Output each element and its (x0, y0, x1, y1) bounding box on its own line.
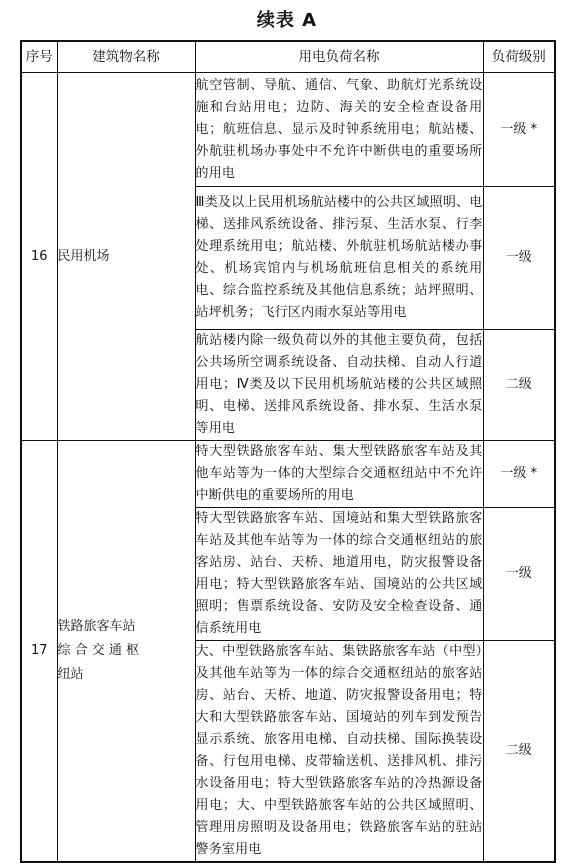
load-description: 航站楼内除一级负荷以外的其他主要负荷，包括公共场所空调系统设备、自动扶梯、自动人行道用电；Ⅳ类及以下民用机场航站楼的公共区域照明、电梯、送排风系统设备、排水泵、生活水泵等用电 (195, 330, 483, 441)
header-no: 序号 (21, 41, 57, 73)
load-description: Ⅲ类及以上民用机场航站楼中的公共区域照明、电梯、送排风系统设备、排污泵、生活水泵、行李处理系统用电；航站楼、外航驻机场航站楼办事处、机场宾馆内与机场航班信息相关的系统用电、综合监控系统及其他信息系统；站坪照明、站坪机务；飞行区内雨水泵站等用电 (195, 187, 483, 330)
load-grade-table (20, 40, 556, 863)
load-description: 大、中型铁路旅客车站、集铁路旅客车站（中型）及其他车站等为一体的综合交通枢纽站的旅客站房、站台、天桥、地道、防灾报警设备用电；特大和大型铁路旅客车站、国境站的列车到发预告显示系统、旅客用电梯、自动扶梯、国际换装设备、行包用电梯、皮带输送机、送排风机、排污水设备用电；特大型铁路旅客车站的冷热源设备用电；大、中型铁路旅客车站的公共区域照明、管理用房照明及设备用电；铁路旅客车站的驻站警务室用电 (195, 641, 483, 863)
load-description: 特大型铁路旅客车站、国境站和集大型铁路旅客车站及其他车站等为一体的综合交通枢纽站的旅客站房、站台、天桥、地道用电，防灾报警设备用电；特大型铁路旅客车站、国境站的公共区域照明；售票系统设备、安防及安全检查设备、通信系统用电 (195, 508, 483, 641)
load-grade: 一级 * (483, 73, 555, 187)
load-grade: 一级 * (483, 441, 555, 508)
building-name-line: 纽站 (57, 667, 84, 682)
header-building: 建筑物名称 (57, 41, 195, 73)
header-load: 用电负荷名称 (195, 41, 483, 73)
header-grade: 负荷级别 (483, 41, 555, 73)
row-number: 16 (21, 73, 57, 441)
building-name (57, 441, 195, 863)
load-grade: 二级 (483, 330, 555, 441)
table-title: 续表 A (256, 10, 318, 31)
building-name-line: 铁路旅客车站 (57, 619, 136, 634)
load-grade: 一级 (483, 508, 555, 641)
load-grade: 二级 (483, 641, 555, 863)
table-row (21, 73, 555, 187)
table-row (21, 441, 555, 508)
load-grade: 一级 (483, 187, 555, 330)
load-description: 特大型铁路旅客车站、集大型铁路旅客车站及其他车站等为一体的大型综合交通枢纽站中不允许中断供电的重要场所的用电 (195, 441, 483, 508)
table-header-row (21, 41, 555, 73)
row-number: 17 (21, 441, 57, 863)
building-name-line: 民用机场 (57, 248, 110, 264)
building-name (57, 73, 195, 441)
load-description: 航空管制、导航、通信、气象、助航灯光系统设施和台站用电；边防、海关的安全检查设备用电；航班信息、显示及时钟系统用电；航站楼、外航驻机场办事处中不允许中断供电的重要场所的用电 (195, 73, 483, 187)
building-name-line: 综 合 交 通 枢 (57, 643, 140, 658)
